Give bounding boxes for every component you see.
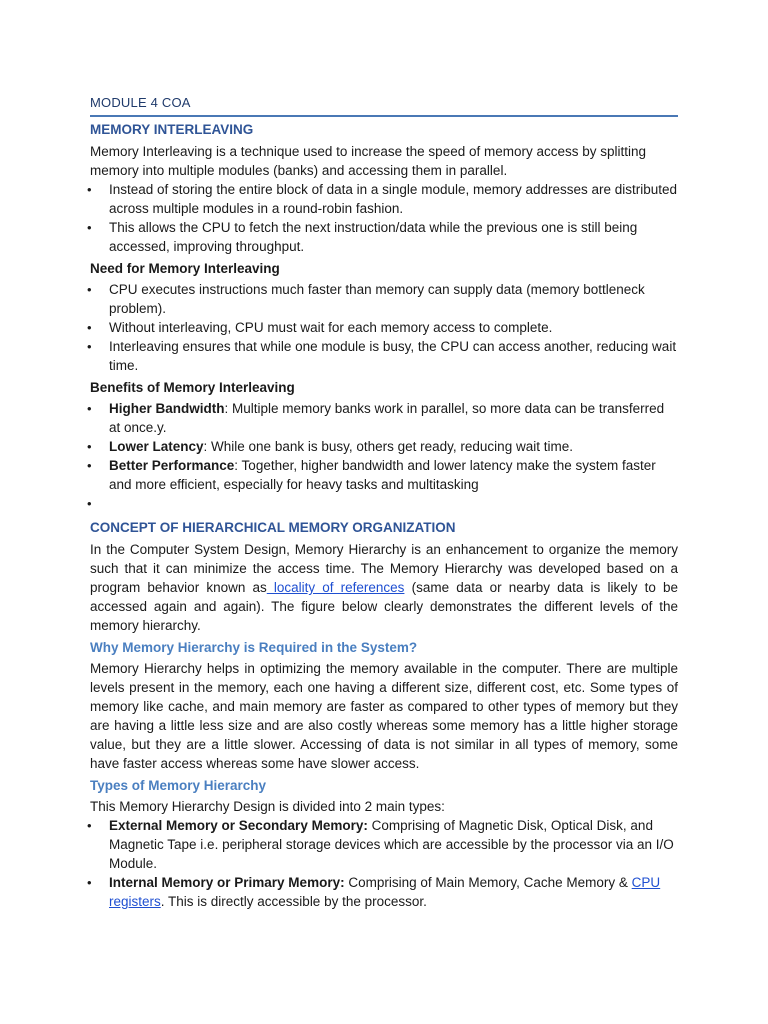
- type-text-internal: Comprising of Main Memory, Cache Memory &: [344, 875, 632, 890]
- empty-list-item: [90, 494, 678, 513]
- list-item: [90, 399, 678, 437]
- cpu-registers-link[interactable]: CPU registers: [109, 875, 661, 909]
- benefits-list: [90, 399, 678, 513]
- hierarchy-text-after: (same data or nearby data is likely to be accessed again and again). The figure below clearly demonstrates the different levels of the memory hierarchy.: [90, 580, 678, 633]
- type-term-internal: Internal Memory or Primary Memory:: [109, 875, 345, 890]
- benefit-text: : Multiple memory banks work in parallel, so more data can be transferred at once.y.: [109, 401, 665, 435]
- why-paragraph: Memory Hierarchy helps in optimizing the memory available in the computer. There are multiple levels present in the memory, each one having a different size, different cost, etc. Some types of memory like cache, and main memory are faster as compared to other types of memory but they are having a little less size and are also costly whereas some memory has a little higher storage value, but they are a little slower. Accessing of data is not similar in all types of memory, some have faster access whereas some have slower access.: [90, 661, 678, 771]
- section-title-interleaving: MEMORY INTERLEAVING: [90, 122, 254, 137]
- list-item: • CPU executes instructions much faster than memory can supply data (memory bottleneck problem).: [90, 280, 678, 318]
- type-text-external: Comprising of Magnetic Disk, Optical Disk, and Magnetic Tape i.e. peripheral storage devices which are accessible by the processor via an I/O Module.: [109, 818, 674, 871]
- heading-need: Need for Memory Interleaving: [90, 261, 280, 276]
- benefit-text: : While one bank is busy, others get ready, reducing wait time.: [203, 439, 573, 454]
- interleaving-list: [90, 180, 678, 256]
- locality-link[interactable]: locality of references: [266, 580, 405, 595]
- document-page: [90, 94, 678, 911]
- interleaving-intro: Memory Interleaving is a technique used to increase the speed of memory access by splitting memory into multiple modules (banks) and accessing them in parallel.: [90, 144, 647, 178]
- list-item: [90, 456, 678, 494]
- list-item: • Without interleaving, CPU must wait for each memory access to complete.: [90, 318, 678, 337]
- type-term-external: External Memory or Secondary Memory:: [109, 818, 368, 833]
- header-rule: [90, 115, 678, 117]
- list-item: • Interleaving ensures that while one module is busy, the CPU can access another, reducing wait time.: [90, 337, 678, 375]
- types-intro: This Memory Hierarchy Design is divided into 2 main types:: [90, 799, 445, 814]
- benefit-term: Lower Latency: [109, 439, 204, 454]
- list-item: [90, 873, 678, 911]
- list-item: [90, 437, 678, 456]
- section-title-hierarchy: CONCEPT OF HIERARCHICAL MEMORY ORGANIZATION: [90, 520, 456, 535]
- benefit-term: Better Performance: [109, 458, 235, 473]
- benefit-term: Higher Bandwidth: [109, 401, 225, 416]
- benefit-text: : Together, higher bandwidth and lower latency make the system faster and more efficient, especially for heavy tasks and multitasking: [109, 458, 656, 492]
- heading-why: Why Memory Hierarchy is Required in the System?: [90, 640, 418, 655]
- type-text-internal-after: . This is directly accessible by the processor.: [160, 894, 427, 909]
- hierarchy-paragraph: [90, 540, 678, 635]
- list-item: [90, 816, 678, 873]
- hierarchy-text-before: In the Computer System Design, Memory Hierarchy is an enhancement to organize the memory such that it can minimize the access time. The Memory Hierarchy was developed based on a program behavior known as: [90, 542, 678, 595]
- need-list: [90, 280, 678, 375]
- types-list: [90, 816, 678, 911]
- list-item: • This allows the CPU to fetch the next instruction/data while the previous one is still being accessed, improving throughput.: [90, 218, 678, 256]
- heading-types: Types of Memory Hierarchy: [90, 778, 267, 793]
- heading-benefits: Benefits of Memory Interleaving: [90, 380, 295, 395]
- module-header: MODULE 4 COA: [90, 95, 191, 110]
- list-item: • Instead of storing the entire block of data in a single module, memory addresses are distributed across multiple modules in a round-robin fashion.: [90, 180, 678, 218]
